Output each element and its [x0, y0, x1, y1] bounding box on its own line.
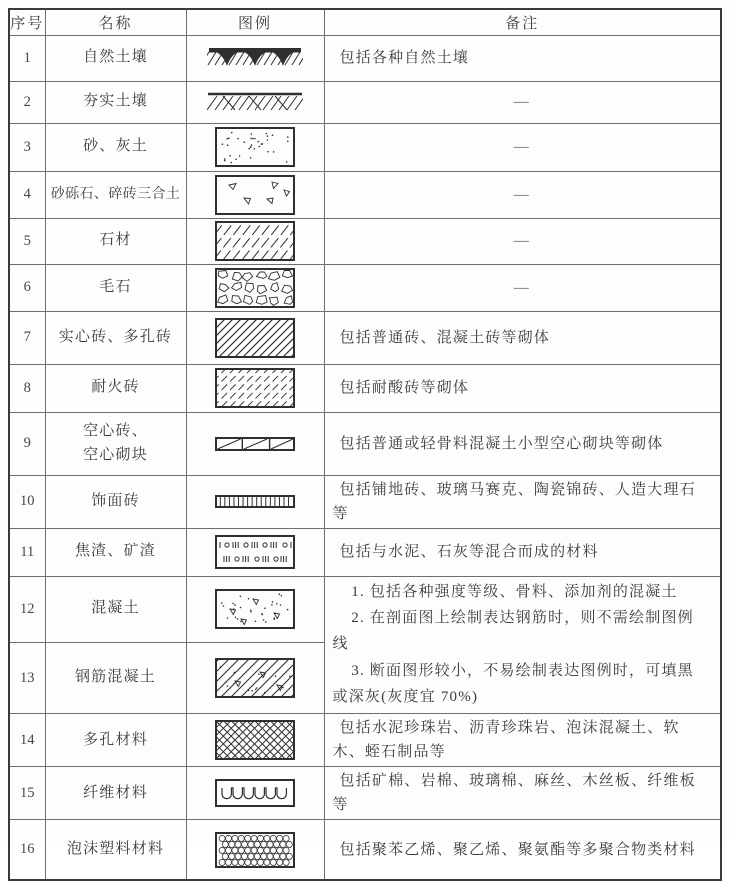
compacted-soil-legend-icon — [207, 92, 303, 112]
table-row — [9, 714, 721, 767]
table-row — [9, 412, 721, 475]
table-row — [9, 475, 721, 528]
note-line-3: 3. 断面图形较小，不易绘制表达图例时，可填黑或深灰(灰度宜 70%) — [332, 662, 694, 705]
table-row — [9, 123, 721, 171]
table-row — [9, 576, 721, 642]
facing-brick-legend-icon — [215, 495, 295, 508]
legend-cell — [186, 311, 324, 364]
concrete-notes — [324, 576, 721, 714]
foam-plastic-legend-icon — [215, 832, 295, 868]
material-remark: — — [324, 171, 721, 218]
table-row — [9, 81, 721, 123]
material-name: 耐火砖 — [45, 364, 186, 412]
rubble-stone-legend-icon — [215, 268, 295, 308]
note-line-1: 1. 包括各种强度等级、骨料、添加剂的混凝土 — [351, 583, 678, 600]
legend-cell — [186, 171, 324, 218]
legend-cell — [186, 475, 324, 528]
note-line-2: 2. 在剖面图上绘制表达钢筋时，则不需绘制图例线 — [332, 610, 694, 653]
material-name-line1: 空心砖、 — [83, 423, 148, 440]
material-remark: 包括与水泥、石灰等混合而成的材料 — [324, 528, 721, 576]
legend-cell — [186, 35, 324, 81]
natural-soil-legend-icon — [207, 48, 303, 68]
material-remark: 包括耐酸砖等砌体 — [324, 364, 721, 412]
table-row — [9, 528, 721, 576]
table-row — [9, 820, 721, 880]
row-number: 4 — [9, 171, 45, 218]
porous-material-legend-icon — [215, 720, 295, 760]
material-name: 钢筋混凝土 — [45, 642, 186, 714]
material-legend-table — [8, 8, 722, 881]
legend-cell — [186, 820, 324, 880]
material-name: 纤维材料 — [45, 767, 186, 820]
row-number: 16 — [9, 820, 45, 880]
col-header-remark: 备注 — [324, 9, 721, 35]
table-row — [9, 311, 721, 364]
table-row — [9, 264, 721, 311]
row-number: 11 — [9, 528, 45, 576]
row-number: 1 — [9, 35, 45, 81]
material-remark: 包括各种自然土壤 — [324, 35, 721, 81]
table-row — [9, 767, 721, 820]
row-number: 6 — [9, 264, 45, 311]
row-number: 7 — [9, 311, 45, 364]
material-remark: 包括普通或轻骨料混凝土小型空心砌块等砌体 — [324, 412, 721, 475]
row-number: 15 — [9, 767, 45, 820]
row-number: 3 — [9, 123, 45, 171]
row-number: 5 — [9, 218, 45, 264]
fire-brick-legend-icon — [215, 368, 295, 408]
row-number: 8 — [9, 364, 45, 412]
material-name: 焦渣、矿渣 — [45, 528, 186, 576]
hollow-brick-legend-icon — [215, 437, 295, 451]
table-row — [9, 364, 721, 412]
table-row — [9, 218, 721, 264]
concrete-legend-icon — [215, 589, 295, 629]
material-name: 饰面砖 — [45, 475, 186, 528]
col-header-number: 序号 — [9, 9, 45, 35]
material-name — [45, 412, 186, 475]
material-remark: 包括普通砖、混凝土砖等砌体 — [324, 311, 721, 364]
row-number: 2 — [9, 81, 45, 123]
material-remark: 包括矿棉、岩棉、玻璃棉、麻丝、木丝板、纤维板等 — [324, 767, 721, 820]
legend-cell — [186, 364, 324, 412]
row-number: 13 — [9, 642, 45, 714]
material-name: 夯实土壤 — [45, 81, 186, 123]
material-name: 自然土壤 — [45, 35, 186, 81]
cinder-slag-legend-icon — [215, 535, 295, 569]
material-remark: 包括聚苯乙烯、聚乙烯、聚氨酯等多聚合物类材料 — [324, 820, 721, 880]
reinforced-concrete-legend-icon — [215, 658, 295, 698]
header-row — [9, 9, 721, 35]
row-number: 12 — [9, 576, 45, 642]
legend-cell — [186, 528, 324, 576]
material-remark: — — [324, 123, 721, 171]
material-name: 石材 — [45, 218, 186, 264]
legend-cell — [186, 714, 324, 767]
legend-cell — [186, 767, 324, 820]
row-number: 14 — [9, 714, 45, 767]
sand-lime-legend-icon — [215, 127, 295, 167]
legend-cell — [186, 576, 324, 642]
legend-cell — [186, 642, 324, 714]
material-name: 砂、灰土 — [45, 123, 186, 171]
material-remark: — — [324, 264, 721, 311]
col-header-name: 名称 — [45, 9, 186, 35]
col-header-legend: 图例 — [186, 9, 324, 35]
material-name: 多孔材料 — [45, 714, 186, 767]
solid-brick-legend-icon — [215, 318, 295, 358]
legend-cell — [186, 81, 324, 123]
stone-legend-icon — [215, 221, 295, 261]
material-name: 混凝土 — [45, 576, 186, 642]
material-remark: 包括铺地砖、玻璃马赛克、陶瓷锦砖、人造大理石等 — [324, 475, 721, 528]
row-number: 9 — [9, 412, 45, 475]
material-name: 实心砖、多孔砖 — [45, 311, 186, 364]
material-name-line2: 空心砌块 — [83, 446, 148, 463]
legend-cell — [186, 218, 324, 264]
legend-cell — [186, 412, 324, 475]
material-remark: 包括水泥珍珠岩、沥青珍珠岩、泡沫混凝土、软木、蛭石制品等 — [324, 714, 721, 767]
material-remark: — — [324, 81, 721, 123]
material-name: 砂砾石、碎砖三合土 — [45, 171, 186, 218]
material-remark: — — [324, 218, 721, 264]
legend-cell — [186, 123, 324, 171]
fiber-material-legend-icon — [215, 779, 295, 807]
legend-cell — [186, 264, 324, 311]
material-name: 毛石 — [45, 264, 186, 311]
table-row — [9, 171, 721, 218]
gravel-legend-icon — [215, 175, 295, 215]
material-name: 泡沫塑料材料 — [45, 820, 186, 880]
table-row — [9, 35, 721, 81]
row-number: 10 — [9, 475, 45, 528]
